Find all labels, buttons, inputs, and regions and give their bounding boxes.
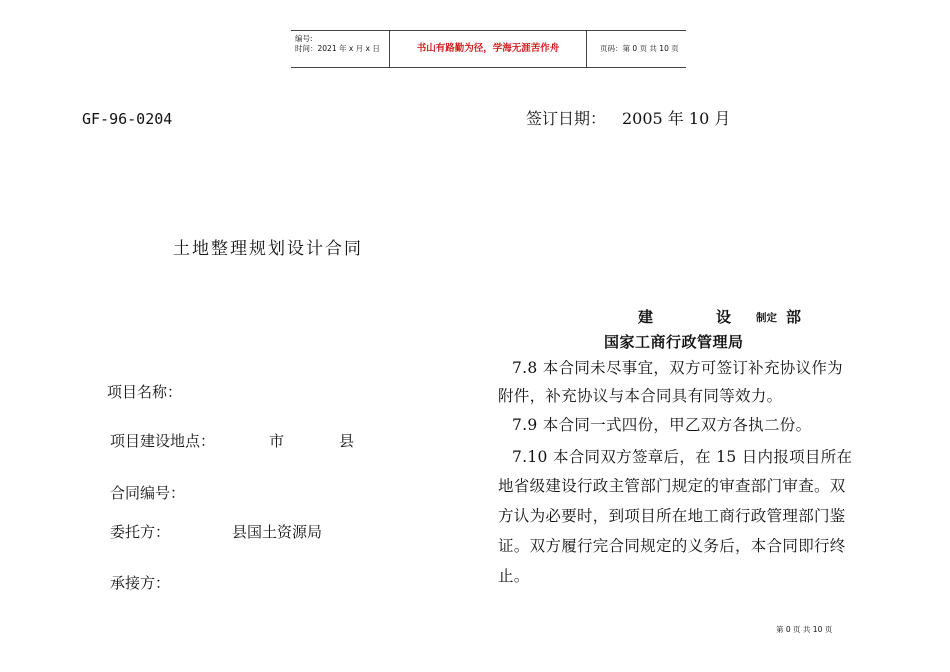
field-contractor-label: 承接方： xyxy=(110,574,171,592)
motto: 书山有路勤为径，学海无涯苦作舟 xyxy=(389,31,587,67)
field-county: 县 xyxy=(339,432,355,450)
clause-7-10-line5: 止。 xyxy=(498,567,530,585)
issuer-jian: 建 xyxy=(638,308,654,326)
issuer-zhiding: 制定 xyxy=(756,312,777,324)
clause-7-10-line4: 证。双方履行完合同规定的义务后，本合同即行终 xyxy=(498,537,846,555)
clause-7-8-line1: 7.8 本合同未尽事宜，双方可签订补充协议作为 xyxy=(512,359,843,377)
doc-code: GF-96-0204 xyxy=(82,110,173,128)
number-label: 编号: xyxy=(295,34,313,43)
issuer-she: 设 xyxy=(716,308,732,326)
header-page-info: 页码：第 0 页 共 10 页 xyxy=(600,44,679,53)
field-project-name: 项目名称： xyxy=(107,383,183,401)
issuer-line2: 国家工商行政管理局 xyxy=(604,333,744,351)
sign-date-value: 2005 年 10 月 xyxy=(622,109,731,128)
time-label: 时间：2021 年 x 月 x 日 xyxy=(295,44,380,53)
sign-date-label: 签订日期： xyxy=(526,109,607,128)
clause-7-10-line2: 地省级建设行政主管部门规定的审查部门审查。双 xyxy=(498,477,846,495)
field-client-value: 县国土资源局 xyxy=(232,523,323,541)
header-table xyxy=(291,30,686,68)
field-city: 市 xyxy=(269,432,285,450)
clause-7-10-line1: 7.10 本合同双方签章后，在 15 日内报项目所在 xyxy=(512,448,853,466)
footer-page-number: 第 0 页 共 10 页 xyxy=(776,625,833,634)
field-client-label: 委托方： xyxy=(110,523,171,541)
contract-title: 土地整理规划设计合同 xyxy=(173,239,363,259)
header-meta xyxy=(291,31,389,67)
clause-7-8-line2: 附件，补充协议与本合同具有同等效力。 xyxy=(498,387,783,405)
field-project-location: 项目建设地点： xyxy=(110,432,216,450)
clause-7-10-line3: 方认为必要时，到项目所在地工商行政管理部门鉴 xyxy=(498,507,846,525)
clause-7-9: 7.9 本合同一式四份，甲乙双方各执二份。 xyxy=(512,416,812,434)
field-contract-no: 合同编号： xyxy=(110,484,186,502)
issuer-bu: 部 xyxy=(786,308,802,326)
